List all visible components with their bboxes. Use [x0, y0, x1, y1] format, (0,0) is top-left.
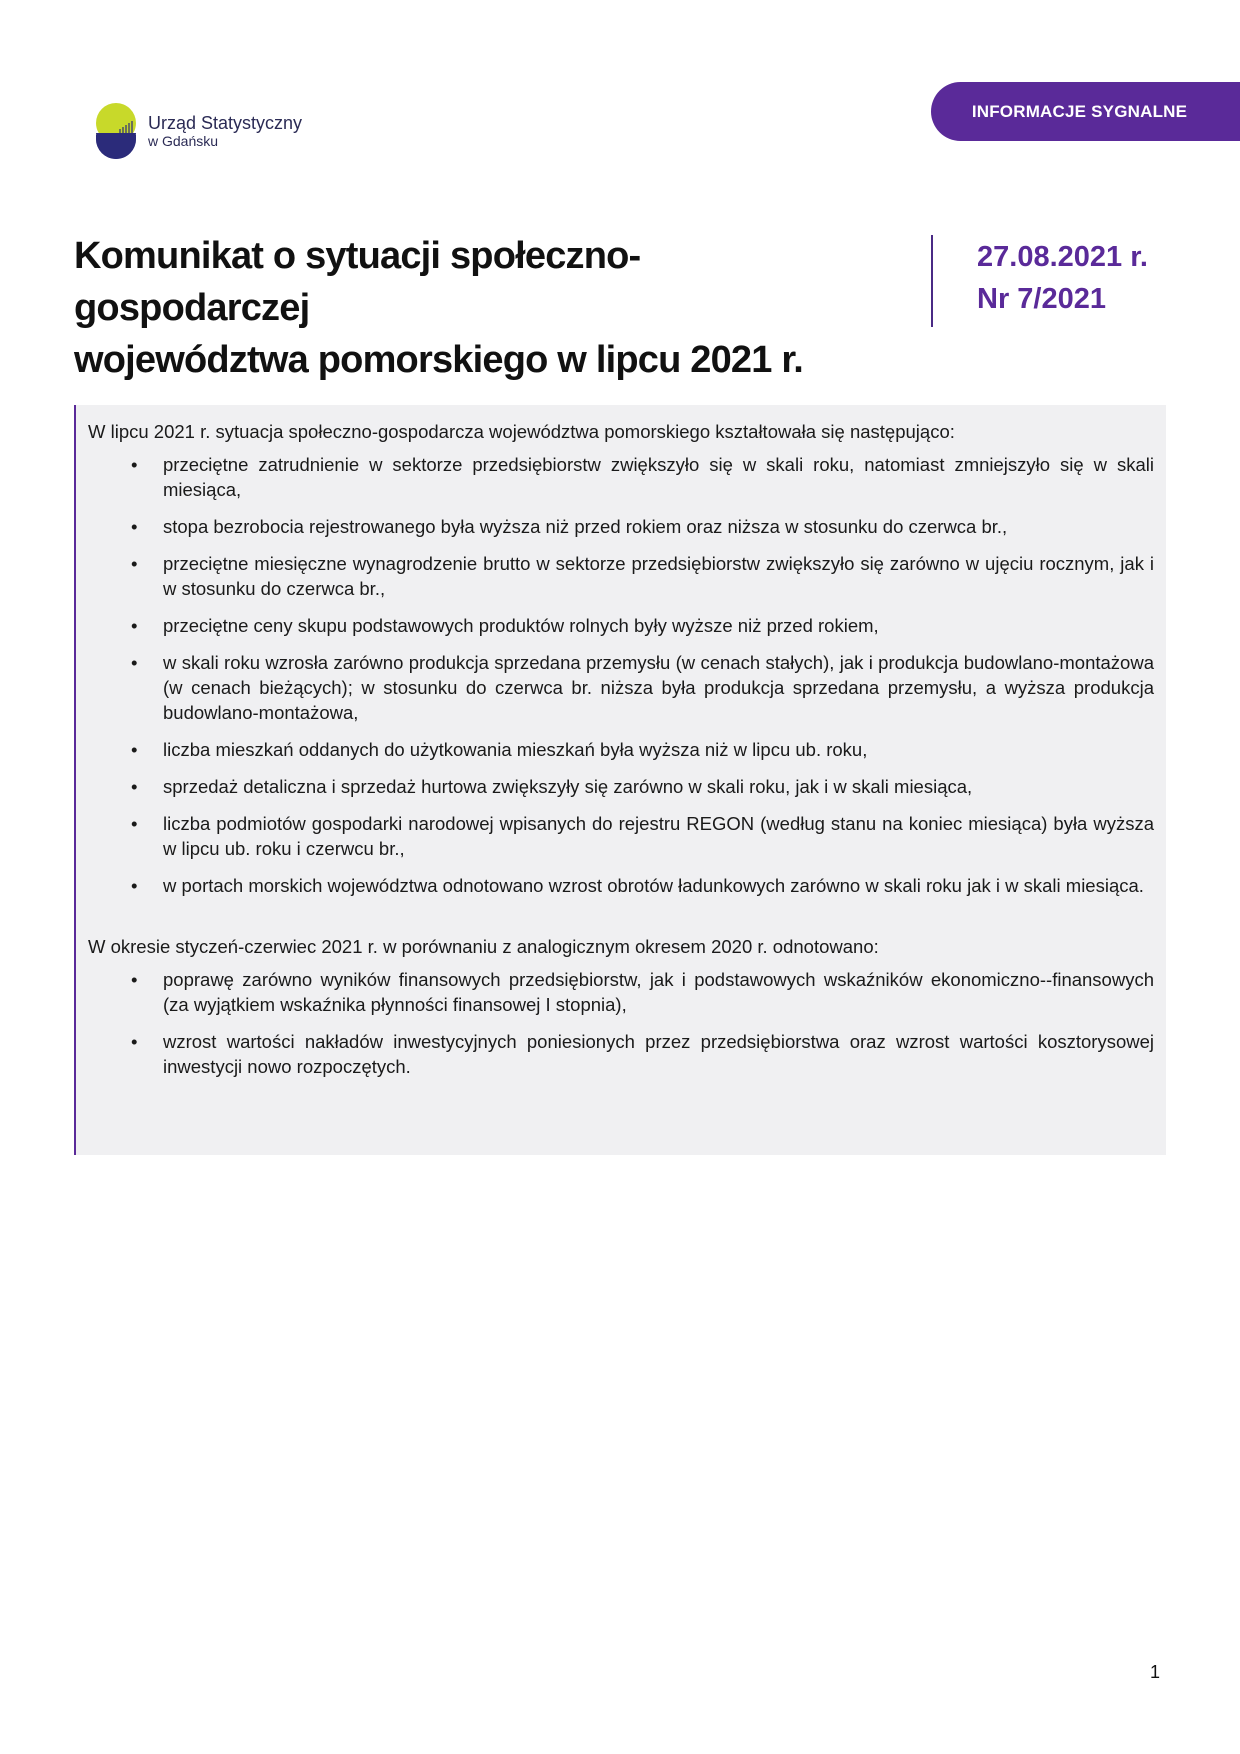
title-divider — [931, 235, 933, 327]
logo-emblem-icon — [94, 99, 138, 163]
bullet-icon: • — [131, 1031, 138, 1052]
list-item: • w portach morskich województwa odnotowano wzrost obrotów ładunkowych zarówno w skali roku jak i w skali miesiąca. — [131, 875, 1144, 896]
bullet-icon: • — [131, 516, 138, 537]
summary-intro-half-year: W okresie styczeń-czerwiec 2021 r. w porównaniu z analogicznym okresem 2020 r. odnotowano: — [88, 936, 879, 957]
page-title — [74, 230, 854, 386]
bullet-icon: • — [131, 969, 138, 990]
bullet-icon: • — [131, 652, 138, 673]
list-item: • liczba mieszkań oddanych do użytkowania mieszkań była wyższa niż w lipcu ub. roku, — [131, 739, 868, 760]
list-item: • w skali roku wzrosła zarówno produkcja sprzedana przemysłu (w cenach stałych), jak i produkcja budowlano-montażowa (w cenach bieżących); w stosunku do czerwca br. niższa była produkcja sprzedana przemysłu, a wyższa produkcja budowlano-montażowa, — [131, 652, 1154, 723]
summary-intro-july: W lipcu 2021 r. sytuacja społeczno-gospodarcza województwa pomorskiego kształtowała się następująco: — [88, 421, 955, 442]
title-line1: Komunikat o sytuacji społeczno-gospodarczej — [74, 235, 641, 329]
publication-type-badge: INFORMACJE SYGNALNE — [931, 82, 1240, 141]
bullet-icon: • — [131, 776, 138, 797]
list-item: • poprawę zarówno wyników finansowych przedsiębiorstw, jak i podstawowych wskaźników ekonomiczno--finansowych (za wyjątkiem wskaźnika płynności finansowej I stopnia), — [131, 969, 1154, 1015]
bullet-icon: • — [131, 553, 138, 574]
summary-list-half-year — [88, 967, 1154, 1079]
bullet-icon: • — [131, 739, 138, 760]
logo-name-line1: Urząd Statystyczny — [148, 112, 303, 133]
summary-box — [74, 405, 1166, 1155]
page-number: 1 — [1150, 1662, 1161, 1682]
summary-list-july — [88, 452, 1154, 898]
release-date: 27.08.2021 r. — [977, 241, 1148, 273]
office-logo — [94, 99, 302, 163]
release-number: Nr 7/2021 — [977, 283, 1106, 315]
list-item: • przeciętne zatrudnienie w sektorze przedsiębiorstw zwiększyło się w skali roku, natomiast zmniejszyło się w skali miesiąca, — [131, 454, 1154, 500]
bullet-icon: • — [131, 813, 138, 834]
list-item: • stopa bezrobocia rejestrowanego była wyższa niż przed rokiem oraz niższa w stosunku do czerwca br., — [131, 516, 1008, 537]
list-item: • liczba podmiotów gospodarki narodowej wpisanych do rejestru REGON (według stanu na koniec miesiąca) była wyższa w lipcu ub. roku i czerwcu br., — [131, 813, 1154, 859]
title-line2: województwa pomorskiego w lipcu 2021 r. — [74, 339, 803, 381]
bullet-icon: • — [131, 615, 138, 636]
logo-name-line2: w Gdańsku — [148, 133, 219, 150]
bullet-icon: • — [131, 875, 138, 896]
list-item: • przeciętne miesięczne wynagrodzenie brutto w sektorze przedsiębiorstw zwiększyło się zarówno w ujęciu rocznym, jak i w stosunku do czerwca br., — [131, 553, 1154, 599]
list-item: • wzrost wartości nakładów inwestycyjnych poniesionych przez przedsiębiorstwa oraz wzrost wartości kosztorysowej inwestycji nowo rozpoczętych. — [131, 1031, 1154, 1077]
bullet-icon: • — [131, 454, 138, 475]
list-item: • przeciętne ceny skupu podstawowych produktów rolnych były wyższe niż przed rokiem, — [131, 615, 879, 636]
release-meta — [977, 236, 1148, 320]
list-item: • sprzedaż detaliczna i sprzedaż hurtowa zwiększyły się zarówno w skali roku, jak i w skali miesiąca, — [131, 776, 973, 797]
